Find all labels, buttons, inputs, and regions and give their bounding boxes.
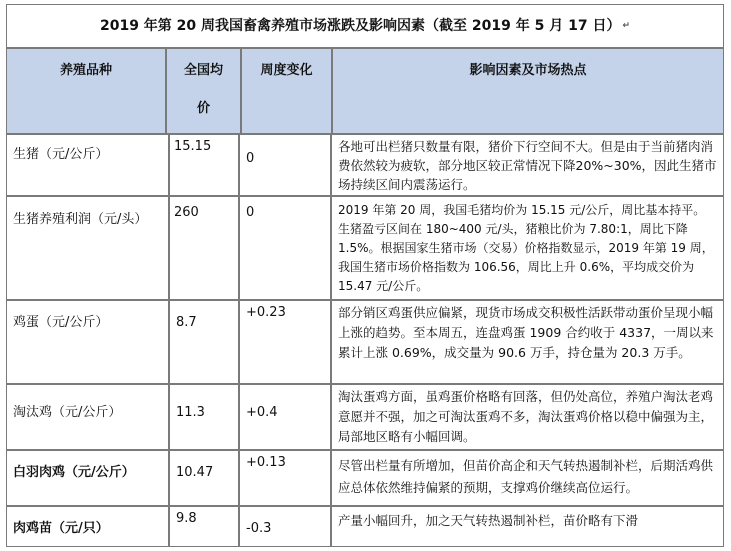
row-broiler-breed-label: 白羽肉鸡（元/公斤）	[13, 465, 135, 480]
table-title	[6, 4, 724, 48]
row-broiler-factors	[331, 450, 724, 506]
table-title-text: 2019 年第 20 周我国畜禽养殖市场涨跌及影响因素（截至 2019 年 5 月 17 日）	[99, 18, 621, 34]
row-cull-hen-factors	[331, 384, 724, 450]
row-egg-factors	[331, 300, 724, 384]
row-pig-change-value: 0	[246, 151, 255, 166]
row-pig-breed-label: 生猪（元/公斤）	[13, 147, 109, 162]
row-cull-hen-breed-label: 淘汰鸡（元/公斤）	[13, 405, 122, 420]
row-pig-price	[169, 134, 239, 196]
row-pig-profit-factors-text: 2019 年第 20 周，我国毛猪均价为 15.15 元/公斤，周比基本持平。生猪盈亏区间在 180~400 元/头，猪粮比价为 7.80:1，周比下降 1.5%。根据国家生猪市场（交易）价格指数显示，2019 年第 19 周，我国生猪市场价格指数为 106.56，周比上升 0.6%，平均成交价为 15.47 元/公斤。	[338, 203, 714, 293]
row-cull-hen-price-value: 11.3	[176, 405, 205, 420]
header-price	[166, 48, 241, 134]
paragraph-mark: ↵	[622, 21, 631, 31]
row-egg-change-value: +0.23	[246, 305, 286, 320]
header-breed	[6, 48, 166, 134]
row-cull-hen-change	[239, 384, 331, 450]
row-pig-profit-change	[239, 196, 331, 300]
header-breed-label: 养殖品种	[59, 63, 112, 78]
row-cull-hen-price	[169, 384, 239, 450]
row-broiler-factors-text: 尽管出栏量有所增加，但苗价高企和天气转热遏制补栏，后期活鸡供应总体依然维持偏紧的预期，支撑鸡价继续高位运行。	[338, 458, 714, 495]
header-price-line2: 价	[196, 101, 210, 116]
header-factors	[332, 48, 724, 134]
row-pig-profit-change-value: 0	[246, 205, 255, 220]
row-pig-profit-breed-label: 生猪养殖利润（元/头）	[13, 212, 148, 227]
row-egg-price-value: 8.7	[176, 315, 197, 330]
row-egg-price	[169, 300, 239, 384]
row-pig-factors-text: 各地可出栏猪只数量有限，猪价下行空间不大。但是由于当前猪肉消费依然较为疲软，部分地区较正常情况下降20%~30%，因此生猪市场持续区间内震荡运行。	[338, 139, 717, 192]
row-pig-breed	[6, 134, 169, 196]
row-egg-change	[239, 300, 331, 384]
header-factors-label: 影响因素及市场热点	[469, 63, 587, 78]
row-chick-factors	[331, 506, 724, 547]
row-egg-breed	[6, 300, 169, 384]
row-pig-price-value: 15.15	[174, 139, 212, 154]
row-pig-factors	[331, 134, 724, 196]
row-broiler-breed	[6, 450, 169, 506]
row-chick-change-value: -0.3	[246, 521, 272, 536]
row-cull-hen-change-value: +0.4	[246, 405, 278, 420]
row-chick-change	[239, 506, 331, 547]
row-chick-factors-text: 产量小幅回升，加之天气转热遏制补栏，苗价略有下滑	[338, 513, 639, 528]
row-pig-change	[239, 134, 331, 196]
row-egg-factors-text: 部分销区鸡蛋供应偏紧，现货市场成交积极性活跃带动蛋价呈现小幅上涨的趋势。至本周五，连盘鸡蛋 1909 合约收于 4337，一周以来累计上涨 0.69%，成交量为 90.6 万手，持仓量为 20.3 万手。	[338, 305, 714, 360]
row-chick-price	[169, 506, 239, 547]
row-cull-hen-breed	[6, 384, 169, 450]
market-table	[6, 4, 724, 547]
row-pig-profit-factors	[331, 196, 724, 300]
row-cull-hen-factors-text: 淘汰蛋鸡方面，虽鸡蛋价格略有回落，但仍处高位，养殖户淘汰老鸡意愿并不强，加之可淘汰蛋鸡不多，淘汰蛋鸡价格以稳中偏强为主，局部地区略有小幅回调。	[338, 389, 714, 444]
row-pig-profit-breed	[6, 196, 169, 300]
row-chick-price-value: 9.8	[176, 511, 197, 526]
row-broiler-price	[169, 450, 239, 506]
row-broiler-change-value: +0.13	[246, 455, 286, 470]
row-pig-profit-price	[169, 196, 239, 300]
header-change-label: 周度变化	[260, 63, 313, 78]
row-chick-breed	[6, 506, 169, 547]
row-chick-breed-label: 肉鸡苗（元/只）	[13, 521, 109, 536]
row-egg-breed-label: 鸡蛋（元/公斤）	[13, 315, 109, 330]
header-price-line1: 全国均	[183, 63, 223, 78]
row-pig-profit-price-value: 260	[174, 205, 199, 220]
header-change	[241, 48, 332, 134]
row-broiler-change	[239, 450, 331, 506]
row-broiler-price-value: 10.47	[176, 465, 214, 480]
